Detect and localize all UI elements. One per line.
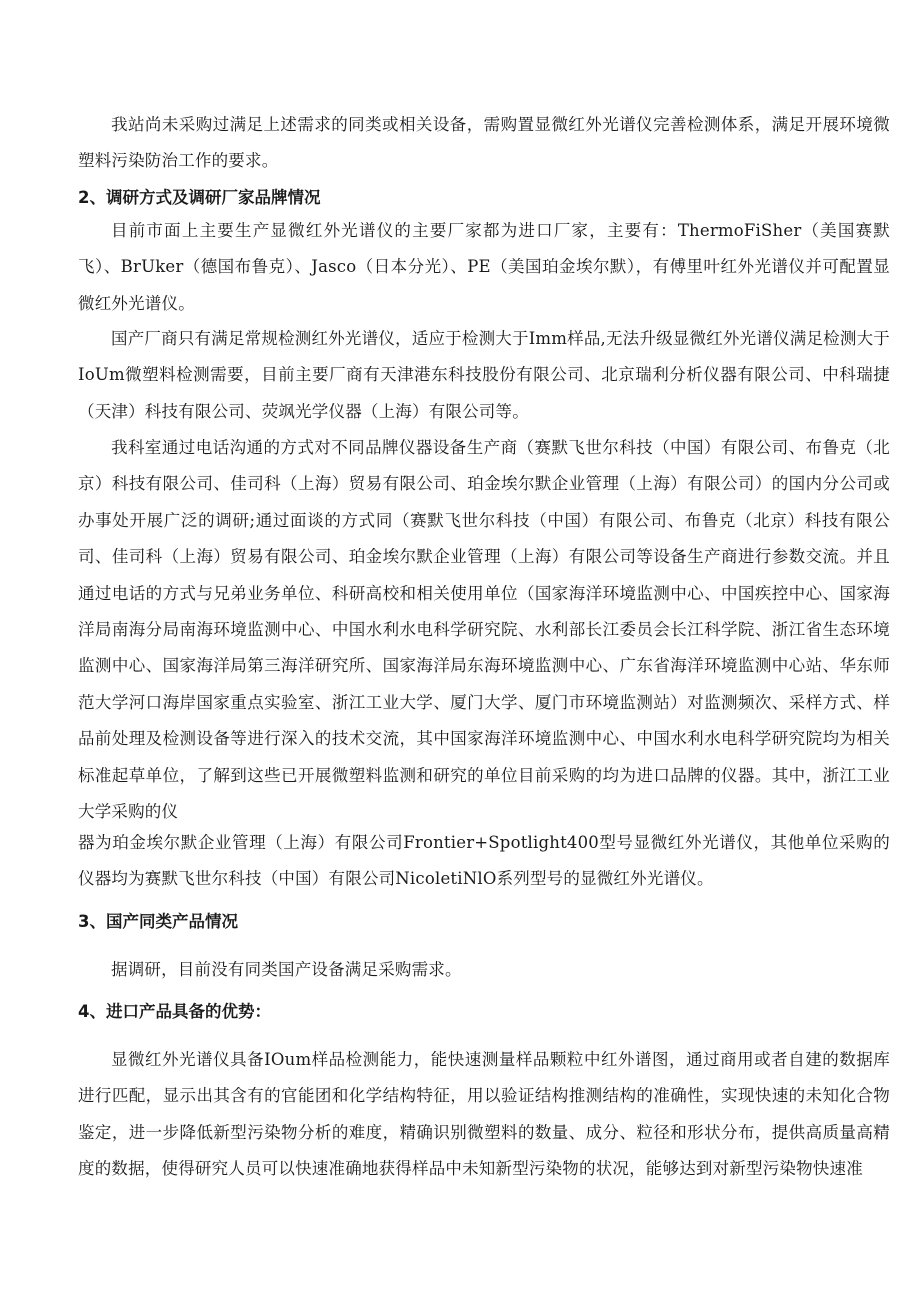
paragraph-vendors: 目前市面上主要生产显微红外光谱仪的主要厂家都为进口厂家，主要有：ThermoFiSher（美国赛默飞）、BrUker（德国布鲁克）、Jasco（日本分光）、PE（美国珀金埃尔默），有傅里叶红外光谱仪并可配置显微红外光谱仪。 xyxy=(78,221,890,313)
heading-import-advantages: 4、进口产品具备的优势： xyxy=(78,1002,271,1021)
paragraph-procurement-need: 我站尚未采购过满足上述需求的同类或相关设备，需购置显微红外光谱仪完善检测体系，满足开展环境微塑料污染防治工作的要求。 xyxy=(78,115,890,171)
paragraph-advantages: 显微红外光谱仪具备IOum样品检测能力，能快速测量样品颗粒中红外谱图，通过商用或者自建的数据库进行匹配，显示出其含有的官能团和化学结构特征，用以验证结构推测结构的准确性，实现快速的未知化合物鉴定，进一步降低新型污染物分析的难度，精确识别微塑料的数量、成分、粒径和形状分布，提供高质量高精度的数据，使得研究人员可以快速准确地获得样品中未知新型污染物的状况，能够达到对新型污染物快速准 xyxy=(78,1050,890,1179)
heading-survey-method: 2、调研方式及调研厂家品牌情况 xyxy=(78,188,321,207)
paragraph-survey-details: 我科室通过电话沟通的方式对不同品牌仪器设备生产商（赛默飞世尔科技（中国）有限公司、布鲁克（北京）科技有限公司、佳司科（上海）贸易有限公司、珀金埃尔默企业管理（上海）有限公司）的国内分公司或办事处开展广泛的调研;通过面谈的方式同（赛默飞世尔科技（中国）有限公司、布鲁克（北京）科技有限公司、佳司科（上海）贸易有限公司、珀金埃尔默企业管理（上海）有限公司等设备生产商进行参数交流。并且通过电话的方式与兄弟业务单位、科研高校和相关使用单位（国家海洋环境监测中心、中国疾控中心、国家海洋局南海分局南海环境监测中心、中国水利水电科学研究院、水利部长江委员会长江科学院、浙江省生态环境监测中心、国家海洋局第三海洋研究所、国家海洋局东海环境监测中心、广东省海洋环境监测中心站、华东师范大学河口海岸国家重点实验室、浙江工业大学、厦门大学、厦门市环境监测站）对监测频次、采样方式、样品前处理及检测设备等进行深入的技术交流，其中国家海洋环境监测中心、中国水利水电科学研究院均为相关标准起草单位，了解到这些已开展微塑料监测和研究的单位目前采购的均为进口品牌的仪器。其中，浙江工业大学采购的仪 xyxy=(78,438,890,822)
paragraph-no-domestic-equivalent: 据调研，目前没有同类国产设备满足采购需求。 xyxy=(111,960,462,979)
heading-domestic-products: 3、国产同类产品情况 xyxy=(78,912,238,931)
paragraph-survey-continuation: 器为珀金埃尔默企业管理（上海）有限公司Frontier+Spotlight400型号显微红外光谱仪，其他单位采购的仪器均为赛默飞世尔科技（中国）有限公司NicoletiNlO系列型号的显微红外光谱仪。 xyxy=(78,833,890,889)
paragraph-domestic-vendors: 国产厂商只有满足常规检测红外光谱仪，适应于检测大于Imm样品,无法升级显微红外光谱仪满足检测大于IoUm微塑料检测需要，目前主要厂商有天津港东科技股份有限公司、北京瑞利分析仪器有限公司、中科瑞捷（天津）科技有限公司、荧飒光学仪器（上海）有限公司等。 xyxy=(78,329,890,421)
